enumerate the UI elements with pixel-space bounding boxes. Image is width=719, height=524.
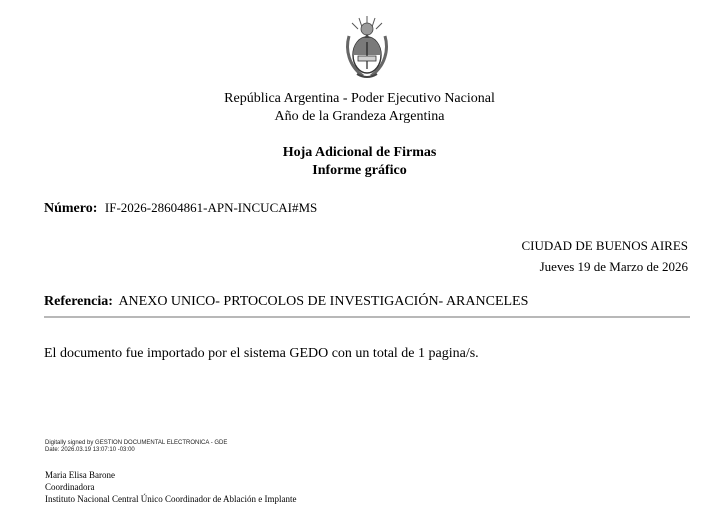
date: Jueves 19 de Marzo de 2026 [539, 259, 688, 274]
document-title: Hoja Adicional de Firmas [282, 145, 437, 160]
signer-name: Maria Elisa Barone [45, 470, 115, 480]
digital-signature-line-1: Digitally signed by GESTION DOCUMENTAL ELECTRONICA - GDE [45, 440, 228, 446]
referencia-row [44, 293, 528, 311]
signer-role: Coordinadora [45, 482, 95, 492]
numero-value: IF-2026-28604861-APN-INCUCAI#MS [104, 200, 318, 215]
document-subtitle: Informe gráfico [312, 163, 407, 178]
referencia-label: Referencia: [44, 294, 113, 309]
numero-row [44, 199, 317, 218]
separator-line [44, 316, 690, 318]
city: CIUDAD DE BUENOS AIRES [521, 238, 688, 253]
header-line-1: República Argentina - Poder Ejecutivo Nacional [224, 91, 495, 106]
argentina-coat-of-arms-icon [343, 14, 391, 84]
referencia-value: ANEXO UNICO- PRTOCOLOS DE INVESTIGACIÓN- ARANCELES [118, 294, 529, 309]
signer-institution: Instituto Nacional Central Único Coordinador de Ablación e Implante [45, 494, 297, 504]
body-text: El documento fue importado por el sistema GEDO con un total de 1 pagina/s. [44, 346, 479, 361]
header-line-2: Año de la Grandeza Argentina [274, 109, 445, 124]
digital-signature-line-2: Date: 2026.03.19 13:07:10 -03:00 [45, 447, 135, 453]
numero-label: Número: [44, 201, 98, 216]
